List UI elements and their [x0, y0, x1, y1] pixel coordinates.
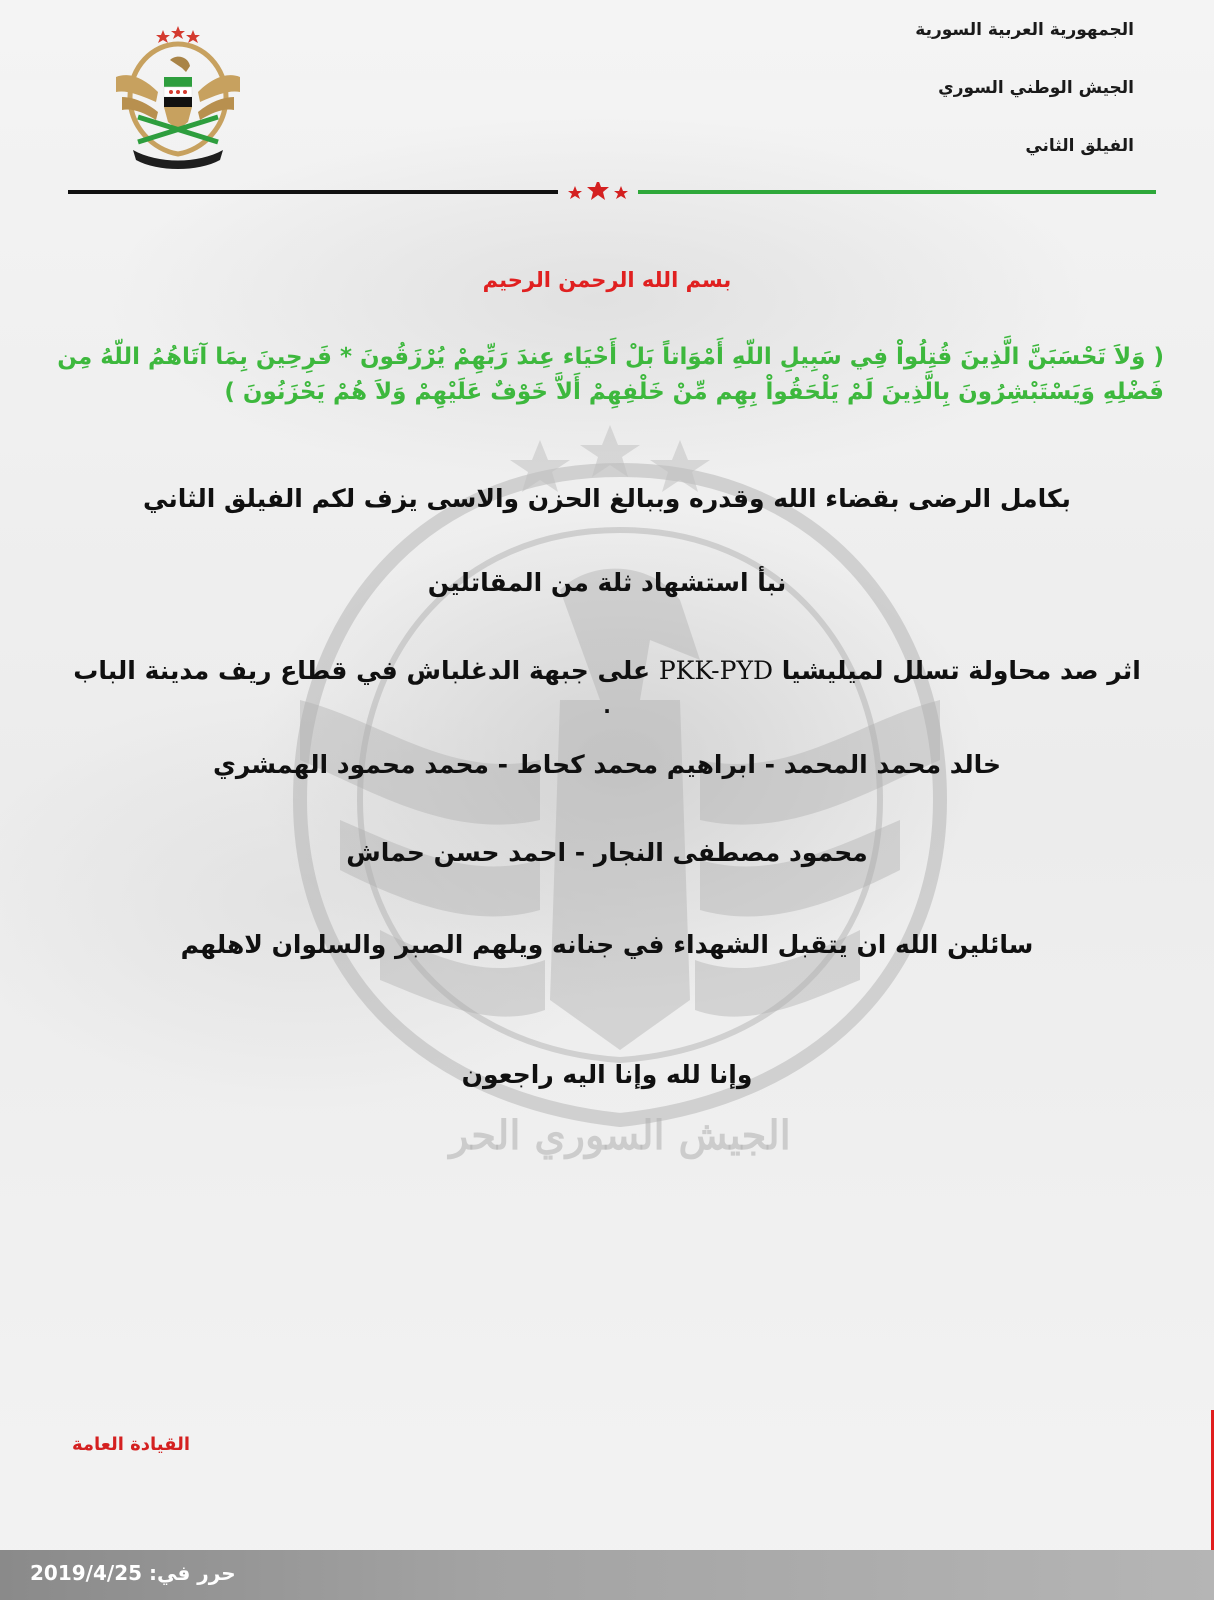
event-line-end: على جبهة الدغلباش في قطاع ريف مدينة الباب [73, 656, 651, 685]
header-country: الجمهورية العربية السورية [915, 20, 1134, 40]
issue-date: حرر في: 2019/4/25 [30, 1561, 236, 1585]
event-line-start: اثر صد محاولة تسلل لميليشيا [781, 656, 1141, 685]
header-corps: الفيلق الثاني [1025, 136, 1134, 156]
event-line-dot: . [603, 694, 611, 718]
martyr-names-2: محمود مصطفى النجار - احمد حسن حماش [346, 838, 868, 867]
martyr-names-1: خالد محمد المحمد - ابراهيم محمد كحاط - محمد محمود الهمشري [212, 750, 1002, 779]
header-army: الجيش الوطني السوري [938, 78, 1134, 98]
event-line [30, 656, 1184, 685]
prayer-line: سائلين الله ان يتقبل الشهداء في جنانه ويلهم الصبر والسلوان لاهلهم [180, 930, 1034, 959]
condolence-line: بكامل الرضى بقضاء الله وقدره وببالغ الحزن والاسى يزف لكم الفيلق الثاني [143, 484, 1071, 513]
quran-verse: ( وَلاَ تَحْسَبَنَّ الَّذِينَ قُتِلُواْ فِي سَبِيلِ اللّهِ أَمْوَاتاً بَلْ أَحْيَاء عِندَ رَبِّهِمْ يُرْزَقُونَ * فَرِحِينَ بِمَا آتَاهُمُ اللّهُ مِن فَضْلِهِ وَيَسْتَبْشِرُونَ بِالَّذِينَ لَمْ يَلْحَقُواْ بِهِم مِّنْ خَلْفِهِمْ أَلاَّ خَوْفٌ عَلَيْهِمْ وَلاَ هُمْ يَحْزَنُونَ ) [57, 344, 1164, 405]
watermark-caption: الجيش السوري الحر [449, 1112, 791, 1159]
news-line: نبأ استشهاد ثلة من المقاتلين [427, 568, 787, 597]
signature-general-command: القيادة العامة [71, 1434, 190, 1455]
header-divider [68, 182, 1156, 212]
closing-line: وإنا لله وإنا اليه راجعون [461, 1060, 753, 1089]
footer-bar [0, 1550, 1214, 1600]
army-eagle-logo [108, 22, 248, 172]
event-line-org: PKK-PYD [658, 656, 774, 685]
basmala: بسم الله الرحمن الرحيم [482, 268, 732, 292]
